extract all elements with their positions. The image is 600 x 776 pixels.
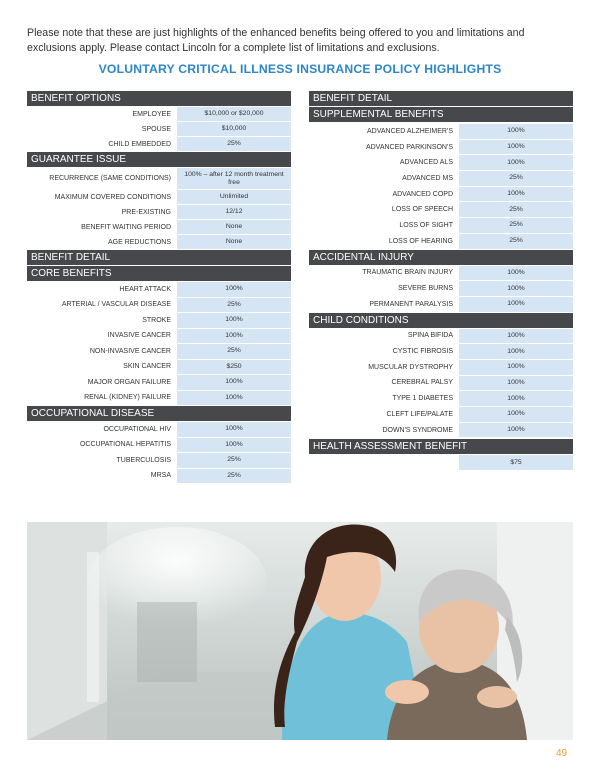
row-value: 100% [459, 187, 573, 202]
page-number: 49 [556, 748, 568, 759]
table-row [309, 329, 573, 344]
row-value: 100% [459, 124, 573, 139]
row-label: MUSCULAR DYSTROPHY [368, 363, 453, 371]
row-label: RENAL (KIDNEY) FAILURE [84, 394, 171, 402]
table-row [309, 407, 573, 422]
row-label: OCCUPATIONAL HIV [103, 425, 171, 433]
table-row [27, 453, 291, 468]
table-row [27, 122, 291, 136]
row-value: 100% [177, 375, 291, 390]
section-header-health-assessment: HEALTH ASSESSMENT BENEFIT [309, 439, 573, 454]
table-row [309, 140, 573, 155]
row-label: ADVANCED MS [402, 174, 453, 182]
row-value: $10,000 [177, 122, 291, 136]
table-row [27, 107, 291, 121]
row-label: OCCUPATIONAL HEPATITIS [79, 441, 171, 449]
row-value: 25% [459, 218, 573, 233]
row-label: CHILD EMBEDDED [108, 140, 171, 148]
row-label: TYPE 1 DIABETES [392, 395, 453, 403]
table-row [309, 187, 573, 202]
row-label: ADVANCED ALZHEIMER'S [366, 127, 453, 135]
table-row [309, 376, 573, 391]
row-label: DOWN'S SYNDROME [382, 426, 453, 434]
table-row [27, 469, 291, 484]
table-row [27, 391, 291, 406]
section-header-child-conditions: CHILD CONDITIONS [309, 313, 573, 328]
row-label: LOSS OF SIGHT [399, 221, 453, 229]
health-assessment-table [309, 455, 573, 470]
table-row [309, 234, 573, 249]
row-value: 25% [177, 453, 291, 468]
row-value: 100% [177, 391, 291, 406]
page-title: VOLUNTARY CRITICAL ILLNESS INSURANCE POLICY HIGHLIGHTS [98, 62, 502, 76]
section-header-guarantee-issue: GUARANTEE ISSUE [27, 152, 291, 167]
row-label: SEVERE BURNS [398, 285, 453, 293]
table-row [27, 344, 291, 359]
row-value: 25% [459, 202, 573, 217]
row-label: MRSA [150, 472, 171, 480]
section-header-benefit-options: BENEFIT OPTIONS [27, 91, 291, 106]
row-value: 100% [177, 313, 291, 328]
row-value: 25% [459, 171, 573, 186]
row-value: 100% [177, 422, 291, 437]
row-label: STROKE [142, 316, 171, 324]
caregiver-photo-illustration [27, 522, 573, 740]
row-value: 100% – after 12 month treatment free [177, 168, 291, 189]
row-value: 25% [177, 137, 291, 151]
table-row [309, 124, 573, 139]
row-label: CEREBRAL PALSY [391, 379, 453, 387]
row-value: 100% [459, 155, 573, 170]
row-value: None [177, 220, 291, 234]
table-row [309, 391, 573, 406]
row-value: $250 [177, 360, 291, 375]
section-header-core-benefits: CORE BENEFITS [27, 266, 291, 281]
row-value: 25% [177, 298, 291, 313]
row-label: PRE-EXISTING [121, 208, 171, 216]
row-label: INVASIVE CANCER [107, 332, 171, 340]
table-row [27, 235, 291, 249]
row-label: CLEFT LIFE/PALATE [386, 410, 453, 418]
row-label: PERMANENT PARALYSIS [369, 300, 453, 308]
row-label: EMPLOYEE [132, 110, 171, 118]
core-benefits-table [27, 282, 291, 405]
table-row [309, 281, 573, 296]
row-value: 100% [459, 344, 573, 359]
row-value: 100% [459, 281, 573, 296]
row-label: SKIN CANCER [123, 363, 171, 371]
table-row [309, 423, 573, 438]
row-value: 100% [459, 391, 573, 406]
table-row [27, 205, 291, 219]
row-label: CYSTIC FIBROSIS [392, 348, 453, 356]
row-value: 100% [177, 438, 291, 453]
row-label: ADVANCED PARKINSON'S [365, 143, 453, 151]
row-label: SPOUSE [141, 125, 171, 133]
table-row [309, 171, 573, 186]
section-header-benefit-detail-right: BENEFIT DETAIL [309, 91, 573, 106]
table-row [309, 455, 573, 470]
table-row [27, 168, 291, 189]
right-column [309, 91, 573, 471]
row-label: TRAUMATIC BRAIN INJURY [362, 269, 453, 277]
table-row [27, 282, 291, 297]
table-row [27, 375, 291, 390]
row-value: 100% [459, 329, 573, 344]
row-label: SPINA BIFIDA [407, 332, 453, 340]
table-row [27, 220, 291, 234]
table-row [309, 266, 573, 281]
caregiver-photo [27, 522, 573, 740]
table-row [27, 137, 291, 151]
row-value: 100% [459, 297, 573, 312]
section-header-benefit-detail: BENEFIT DETAIL [27, 250, 291, 265]
accidental-injury-table [309, 266, 573, 312]
row-value: 100% [459, 360, 573, 375]
row-value: 100% [459, 376, 573, 391]
supplemental-benefits-table [309, 124, 573, 249]
row-value: $10,000 or $20,000 [177, 107, 291, 121]
occupational-disease-table [27, 422, 291, 483]
section-header-accidental-injury: ACCIDENTAL INJURY [309, 250, 573, 265]
table-row [309, 297, 573, 312]
table-row [27, 360, 291, 375]
row-value: 100% [459, 423, 573, 438]
row-value: 25% [177, 469, 291, 484]
guarantee-issue-table [27, 168, 291, 249]
row-label: NON-INVASIVE CANCER [89, 347, 171, 355]
row-value: 100% [177, 282, 291, 297]
section-header-supplemental-benefits: SUPPLEMENTAL BENEFITS [309, 107, 573, 122]
row-label: LOSS OF HEARING [388, 237, 453, 245]
table-row [309, 360, 573, 375]
row-value: $75 [459, 455, 573, 470]
row-label: HEART ATTACK [119, 285, 171, 293]
row-value: 12/12 [177, 205, 291, 219]
row-label: BENEFIT WAITING PERIOD [81, 223, 171, 231]
left-column [27, 91, 291, 484]
row-label: LOSS OF SPEECH [391, 206, 453, 214]
row-value: 100% [459, 407, 573, 422]
table-row [309, 155, 573, 170]
table-row [27, 422, 291, 437]
row-label: RECURRENCE (SAME CONDITIONS) [49, 175, 171, 182]
row-value: None [177, 235, 291, 249]
row-label: ARTERIAL / VASCULAR DISEASE [61, 301, 171, 309]
intro-paragraph: Please note that these are just highlights of the enhanced benefits being offered to you and limitations and exclusions apply. Please contact Lincoln for a complete list of limitations and exclusions. [27, 27, 525, 54]
benefit-options-table [27, 107, 291, 151]
child-conditions-table [309, 329, 573, 438]
table-row [27, 438, 291, 453]
row-label: ADVANCED ALS [399, 159, 453, 167]
row-label: TUBERCULOSIS [116, 456, 171, 464]
table-row [27, 313, 291, 328]
row-value: 100% [459, 140, 573, 155]
row-label: MAJOR ORGAN FAILURE [87, 378, 171, 386]
row-label: MAXIMUM COVERED CONDITIONS [54, 193, 171, 201]
row-label: ADVANCED COPD [392, 190, 453, 198]
row-value: 25% [459, 234, 573, 249]
table-row [309, 202, 573, 217]
table-row [27, 329, 291, 344]
section-header-occupational-disease: OCCUPATIONAL DISEASE [27, 406, 291, 421]
table-row [27, 190, 291, 204]
row-value: 100% [177, 329, 291, 344]
row-value: 25% [177, 344, 291, 359]
row-value: Unlimited [177, 190, 291, 204]
table-row [27, 298, 291, 313]
row-value: 100% [459, 266, 573, 281]
table-row [309, 344, 573, 359]
row-label: AGE REDUCTIONS [107, 238, 171, 246]
table-row [309, 218, 573, 233]
